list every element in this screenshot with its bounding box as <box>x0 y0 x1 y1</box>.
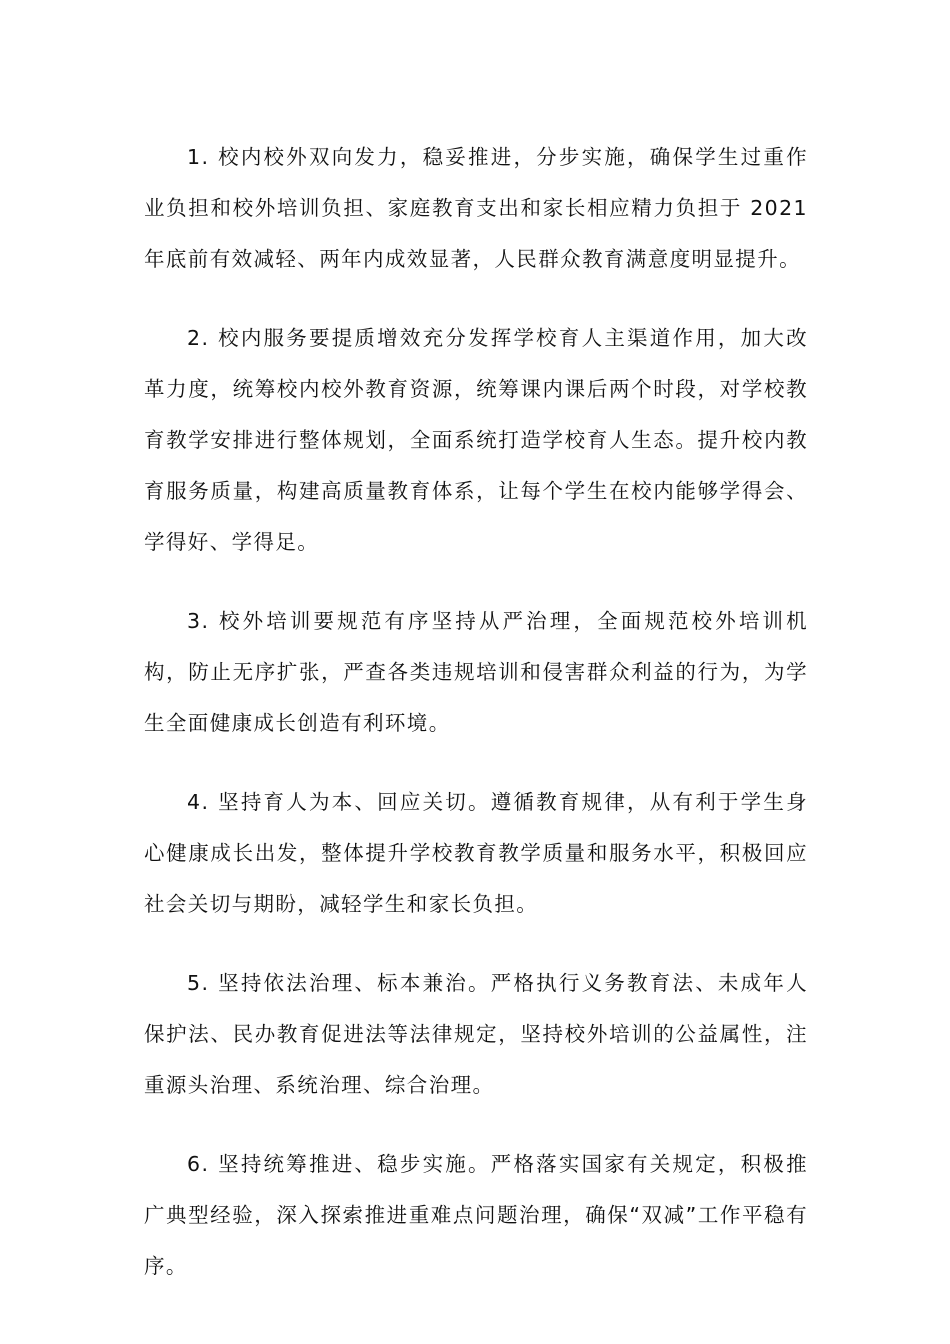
document-body <box>144 132 808 1320</box>
paragraph-6: 6. 坚持统筹推进、稳步实施。严格落实国家有关规定，积极推广典型经验，深入探索推进重难点问题治理，确保“双减”工作平稳有序。 <box>144 1152 808 1278</box>
paragraph-2: 2. 校内服务要提质增效充分发挥学校育人主渠道作用，加大改革力度，统筹校内校外教育资源，统筹课内课后两个时段，对学校教育教学安排进行整体规划，全面系统打造学校育人生态。提升校内教育服务质量，构建高质量教育体系，让每个学生在校内能够学得会、学得好、学得足。 <box>144 326 808 554</box>
paragraph-1: 1. 校内校外双向发力，稳妥推进，分步实施，确保学生过重作业负担和校外培训负担、家庭教育支出和家长相应精力负担于 2021 年底前有效减轻、两年内成效显著，人民群众教育满意度明显提升。 <box>144 145 808 271</box>
paragraph-3: 3. 校外培训要规范有序坚持从严治理，全面规范校外培训机构，防止无序扩张，严查各类违规培训和侵害群众利益的行为，为学生全面健康成长创造有利环境。 <box>144 609 808 735</box>
paragraph-4: 4. 坚持育人为本、回应关切。遵循教育规律，从有利于学生身心健康成长出发，整体提升学校教育教学质量和服务水平，积极回应社会关切与期盼，减轻学生和家长负担。 <box>144 790 808 916</box>
paragraph-5: 5. 坚持依法治理、标本兼治。严格执行义务教育法、未成年人保护法、民办教育促进法等法律规定，坚持校外培训的公益属性，注重源头治理、系统治理、综合治理。 <box>144 971 808 1097</box>
